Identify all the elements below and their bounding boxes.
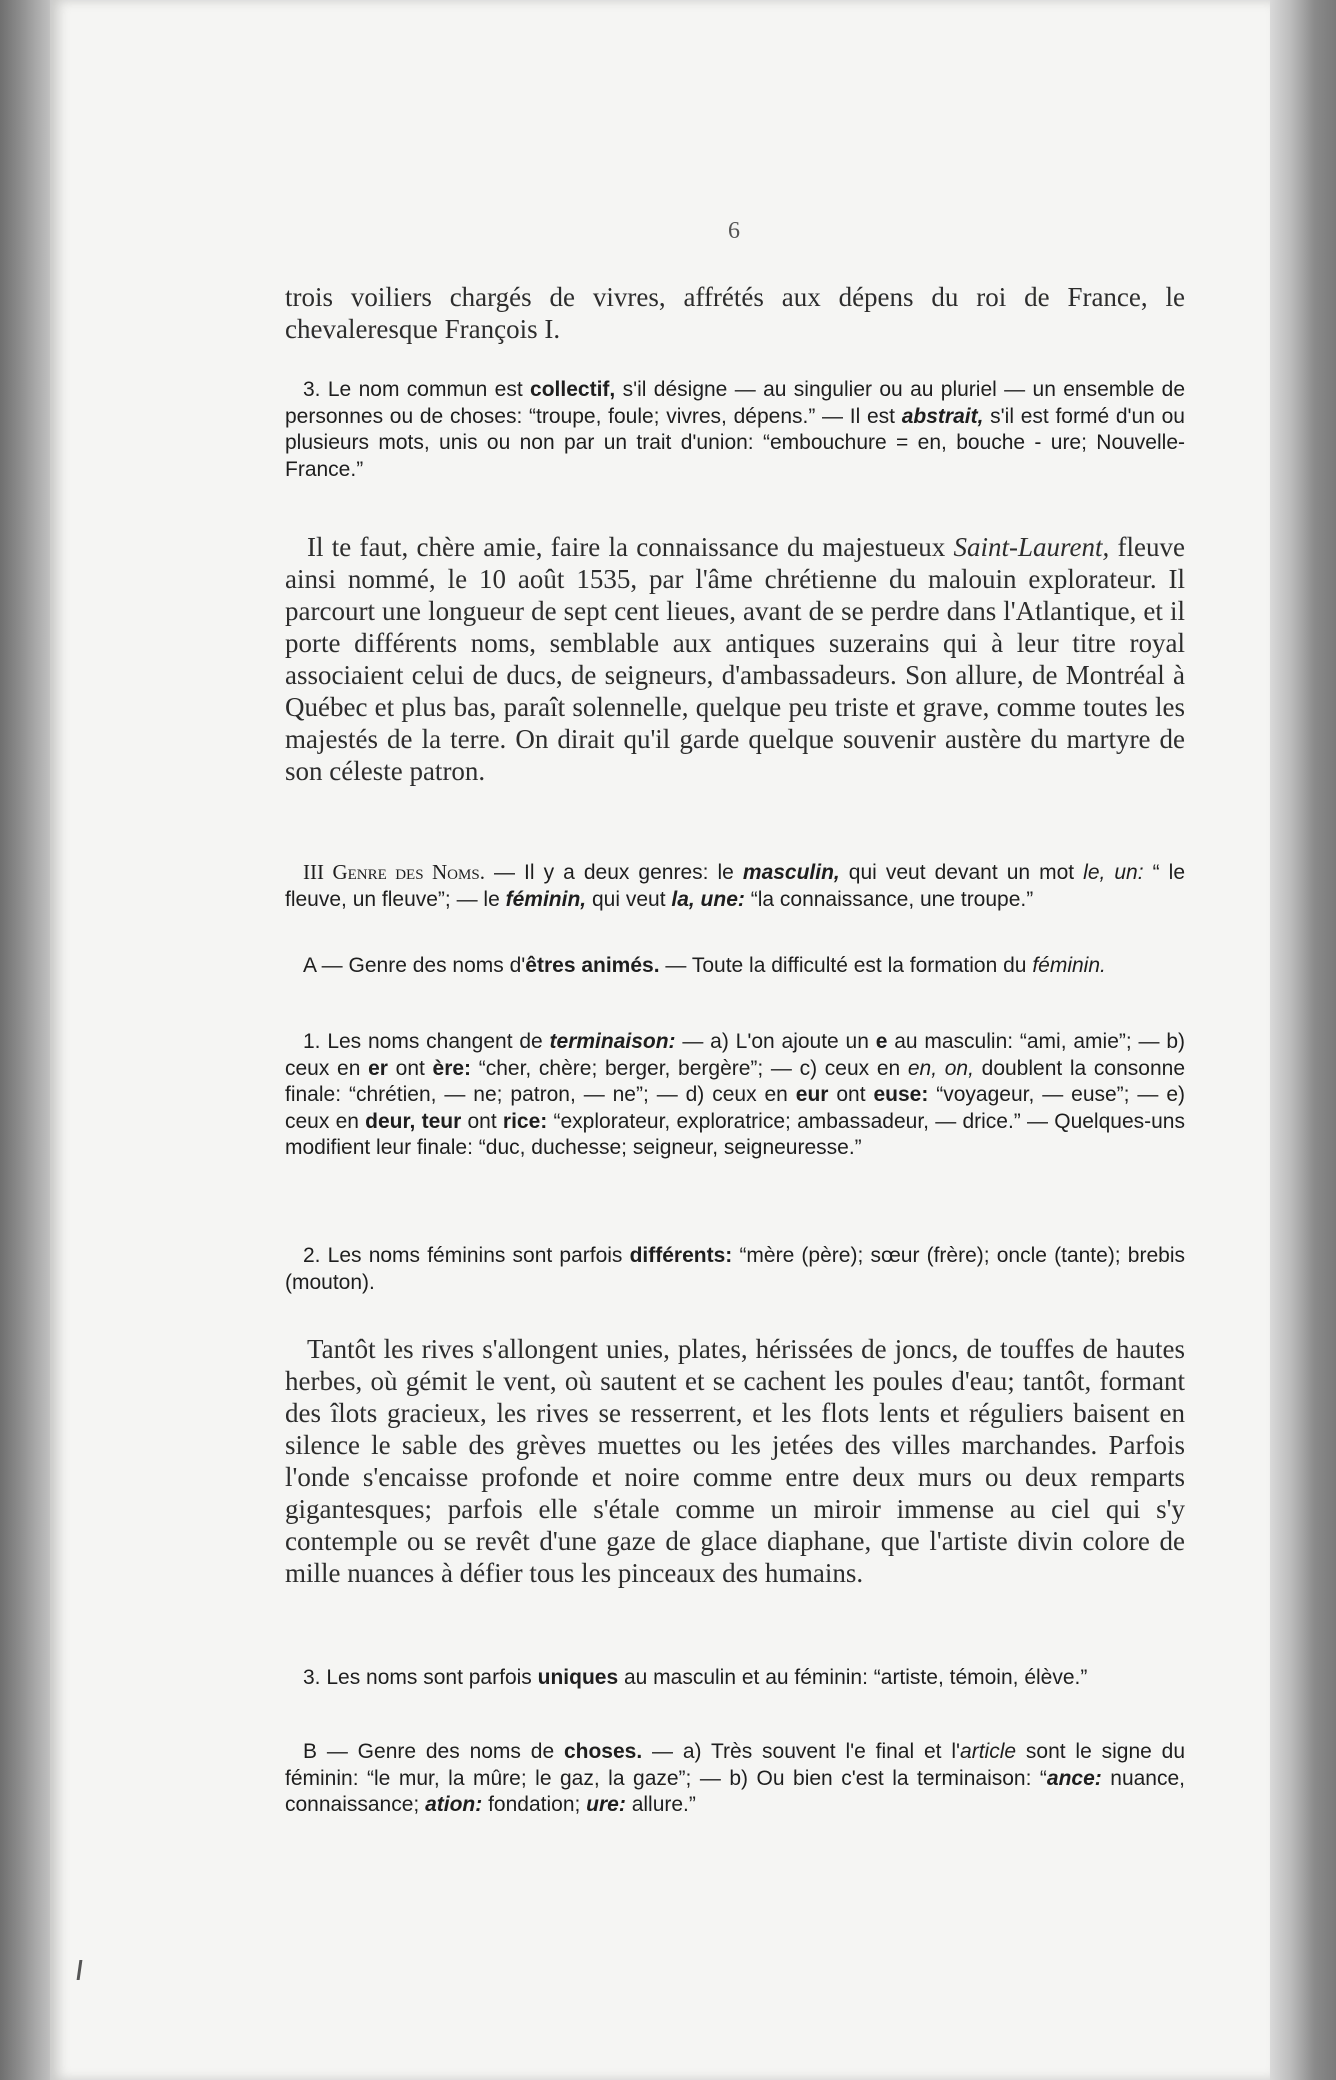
paragraph-saint-laurent xyxy=(285,531,1185,787)
note-text: “mère (père); sœur (frère); oncle (tante); brebis (mouton). xyxy=(285,1244,1185,1294)
note-text: — a) Très souvent l'e final et l' xyxy=(642,1740,961,1763)
note-text: ont xyxy=(461,1109,503,1133)
term-e: e xyxy=(875,1030,888,1053)
note-genre-des-choses xyxy=(285,1739,1185,1819)
note-text: “ le fleuve, un fleuve”; — le xyxy=(285,861,1185,911)
term-la-une: la, une: xyxy=(671,887,745,911)
note-text: au masculin et au féminin: “artiste, témoin, élève.” xyxy=(618,1666,1088,1689)
note-text: nuance, connaissance; xyxy=(285,1766,1185,1816)
note-text: 2. Les noms féminins sont parfois xyxy=(303,1244,630,1267)
note-text: 3. Les noms sont parfois xyxy=(303,1666,538,1689)
note-text: — a) L'on ajoute un xyxy=(675,1030,876,1053)
term-collectif: collectif, xyxy=(530,378,616,401)
note-text: doublent la consonne finale: “chrétien, — ne; patron, — ne”; — d) ceux en xyxy=(285,1056,1185,1106)
term-ere: ère: xyxy=(432,1056,472,1080)
term-en-on: en, on, xyxy=(907,1056,974,1080)
term-differents: différents: xyxy=(629,1244,733,1267)
term-rice: rice: xyxy=(502,1109,548,1133)
paragraph-voiliers: trois voiliers chargés de vivres, affrétés aux dépens du roi de France, le chevaleresque François I. xyxy=(285,282,1185,344)
paragraph-tantot-les-rives: Tantôt les rives s'allongent unies, plates, hérissées de joncs, de touffes de hautes herbes, où gémit le vent, où sautent et se cachent les poules d'eau; tantôt, formant des îlots gracieux, les rives se resserrent, et les flots lents et réguliers baisent en silence le sable des grèves muettes ou les jetées des villes marchandes. Parfois l'onde s'encaisse profonde et noire comme entre deux murs ou deux remparts gigantesques; parfois elle s'étale comme un miroir immense au ciel qui s'y contemple ou se revêt d'une gaze de glace diaphane, que l'artiste divin colore de mille nuances à défier tous les pinceaux des humains. xyxy=(285,1334,1185,1588)
note-text: qui veut devant un mot xyxy=(839,861,1084,884)
note-etres-animes xyxy=(285,953,1185,980)
note-text: au masculin: “ami, amie”; — b) ceux en xyxy=(285,1030,1185,1080)
note-text: “la connaissance, une troupe.” xyxy=(744,887,1034,911)
note-text: B — Genre des noms de xyxy=(303,1740,564,1763)
note-text: “cher, chère; berger, bergère”; — c) ceux en xyxy=(471,1056,908,1080)
note-text: 3. Le nom commun est xyxy=(303,378,531,401)
page-number: 6 xyxy=(728,218,740,244)
term-article: article xyxy=(960,1740,1017,1763)
note-text: — Toute la difficulté est la formation du xyxy=(659,954,1033,977)
note-text: 1. Les noms changent de xyxy=(303,1030,550,1053)
term-ure: ure: xyxy=(586,1793,626,1816)
note-nom-collectif xyxy=(285,377,1185,483)
term-le-un: le, un: xyxy=(1083,861,1144,884)
note-text: s'il est formé d'un ou plusieurs mots, unis ou non par un trait d'union: “embouchure = en, bouche - ure; Nouvelle-France.” xyxy=(285,404,1185,481)
term-ation: ation: xyxy=(425,1793,483,1816)
term-feminin: féminin. xyxy=(1032,954,1106,977)
note-text: ont xyxy=(387,1056,433,1080)
paragraph-text: Il te faut, chère amie, faire la connaissance du majestueux xyxy=(307,532,954,562)
note-text: fondation; xyxy=(482,1793,587,1816)
name-saint-laurent: Saint-Laurent, xyxy=(953,532,1110,562)
term-deur-teur: deur, teur xyxy=(365,1109,462,1133)
note-text: allure.” xyxy=(625,1793,696,1816)
term-abstrait: abstrait, xyxy=(901,404,984,428)
note-genre-des-noms xyxy=(285,859,1185,913)
note-text: s'il désigne — au singulier ou au pluriel — un ensemble de personnes ou de choses: “troupe, foule; vivres, dépens.” — Il est xyxy=(285,378,1185,428)
note-text: ont xyxy=(828,1083,874,1106)
term-eur: eur xyxy=(795,1083,829,1106)
term-masculin: masculin, xyxy=(742,861,840,884)
note-noms-uniques xyxy=(285,1665,1185,1692)
paragraph-text: fleuve ainsi nommé, le 10 août 1535, par l'âme chrétienne du malouin explorateur. Il parcourt une longueur de sept cent lieues, avant de se perdre dans l'Atlantique, et il porte différents noms, semblable aux antiques suzerains qui à leur titre royal associaient celui de ducs, de seigneurs, d'ambassadeurs. Son allure, de Montréal à Québec et plus bas, paraît solennelle, quelque peu triste et grave, comme toutes les majestés de la terre. On dirait qu'il garde quelque souvenir austère du martyre de son céleste patron. xyxy=(285,532,1185,786)
section-number: III xyxy=(303,860,333,884)
term-ance: ance: xyxy=(1046,1766,1102,1790)
note-text: sont le signe du féminin: “le mur, la mûre; le gaz, la gaze”; — b) Ou bien c'est la terminaison: “ xyxy=(285,1740,1185,1790)
note-noms-differents xyxy=(285,1243,1185,1296)
term-er: er xyxy=(368,1056,388,1080)
note-text: — Il y a deux genres: le xyxy=(484,861,743,884)
term-feminin: féminin, xyxy=(505,887,587,911)
book-spine-shadow xyxy=(1270,0,1336,2080)
term-etres-animes: êtres animés. xyxy=(525,954,660,977)
note-terminaison xyxy=(285,1029,1185,1162)
note-text: “voyageur, — euse”; — e) ceux en xyxy=(285,1083,1185,1133)
note-text: “explorateur, exploratrice; ambassadeur, — drice.” — Quelques-uns modifient leur finale: “duc, duchesse; seigneur, seigneuresse.” xyxy=(285,1109,1185,1159)
term-uniques: uniques xyxy=(537,1666,619,1689)
section-heading: Genre des Noms. xyxy=(332,860,485,884)
note-text: qui veut xyxy=(586,887,672,911)
term-euse: euse: xyxy=(873,1083,929,1106)
term-choses: choses. xyxy=(563,1740,643,1763)
note-text: A — Genre des noms d' xyxy=(303,954,526,977)
term-terminaison: terminaison: xyxy=(549,1030,676,1053)
